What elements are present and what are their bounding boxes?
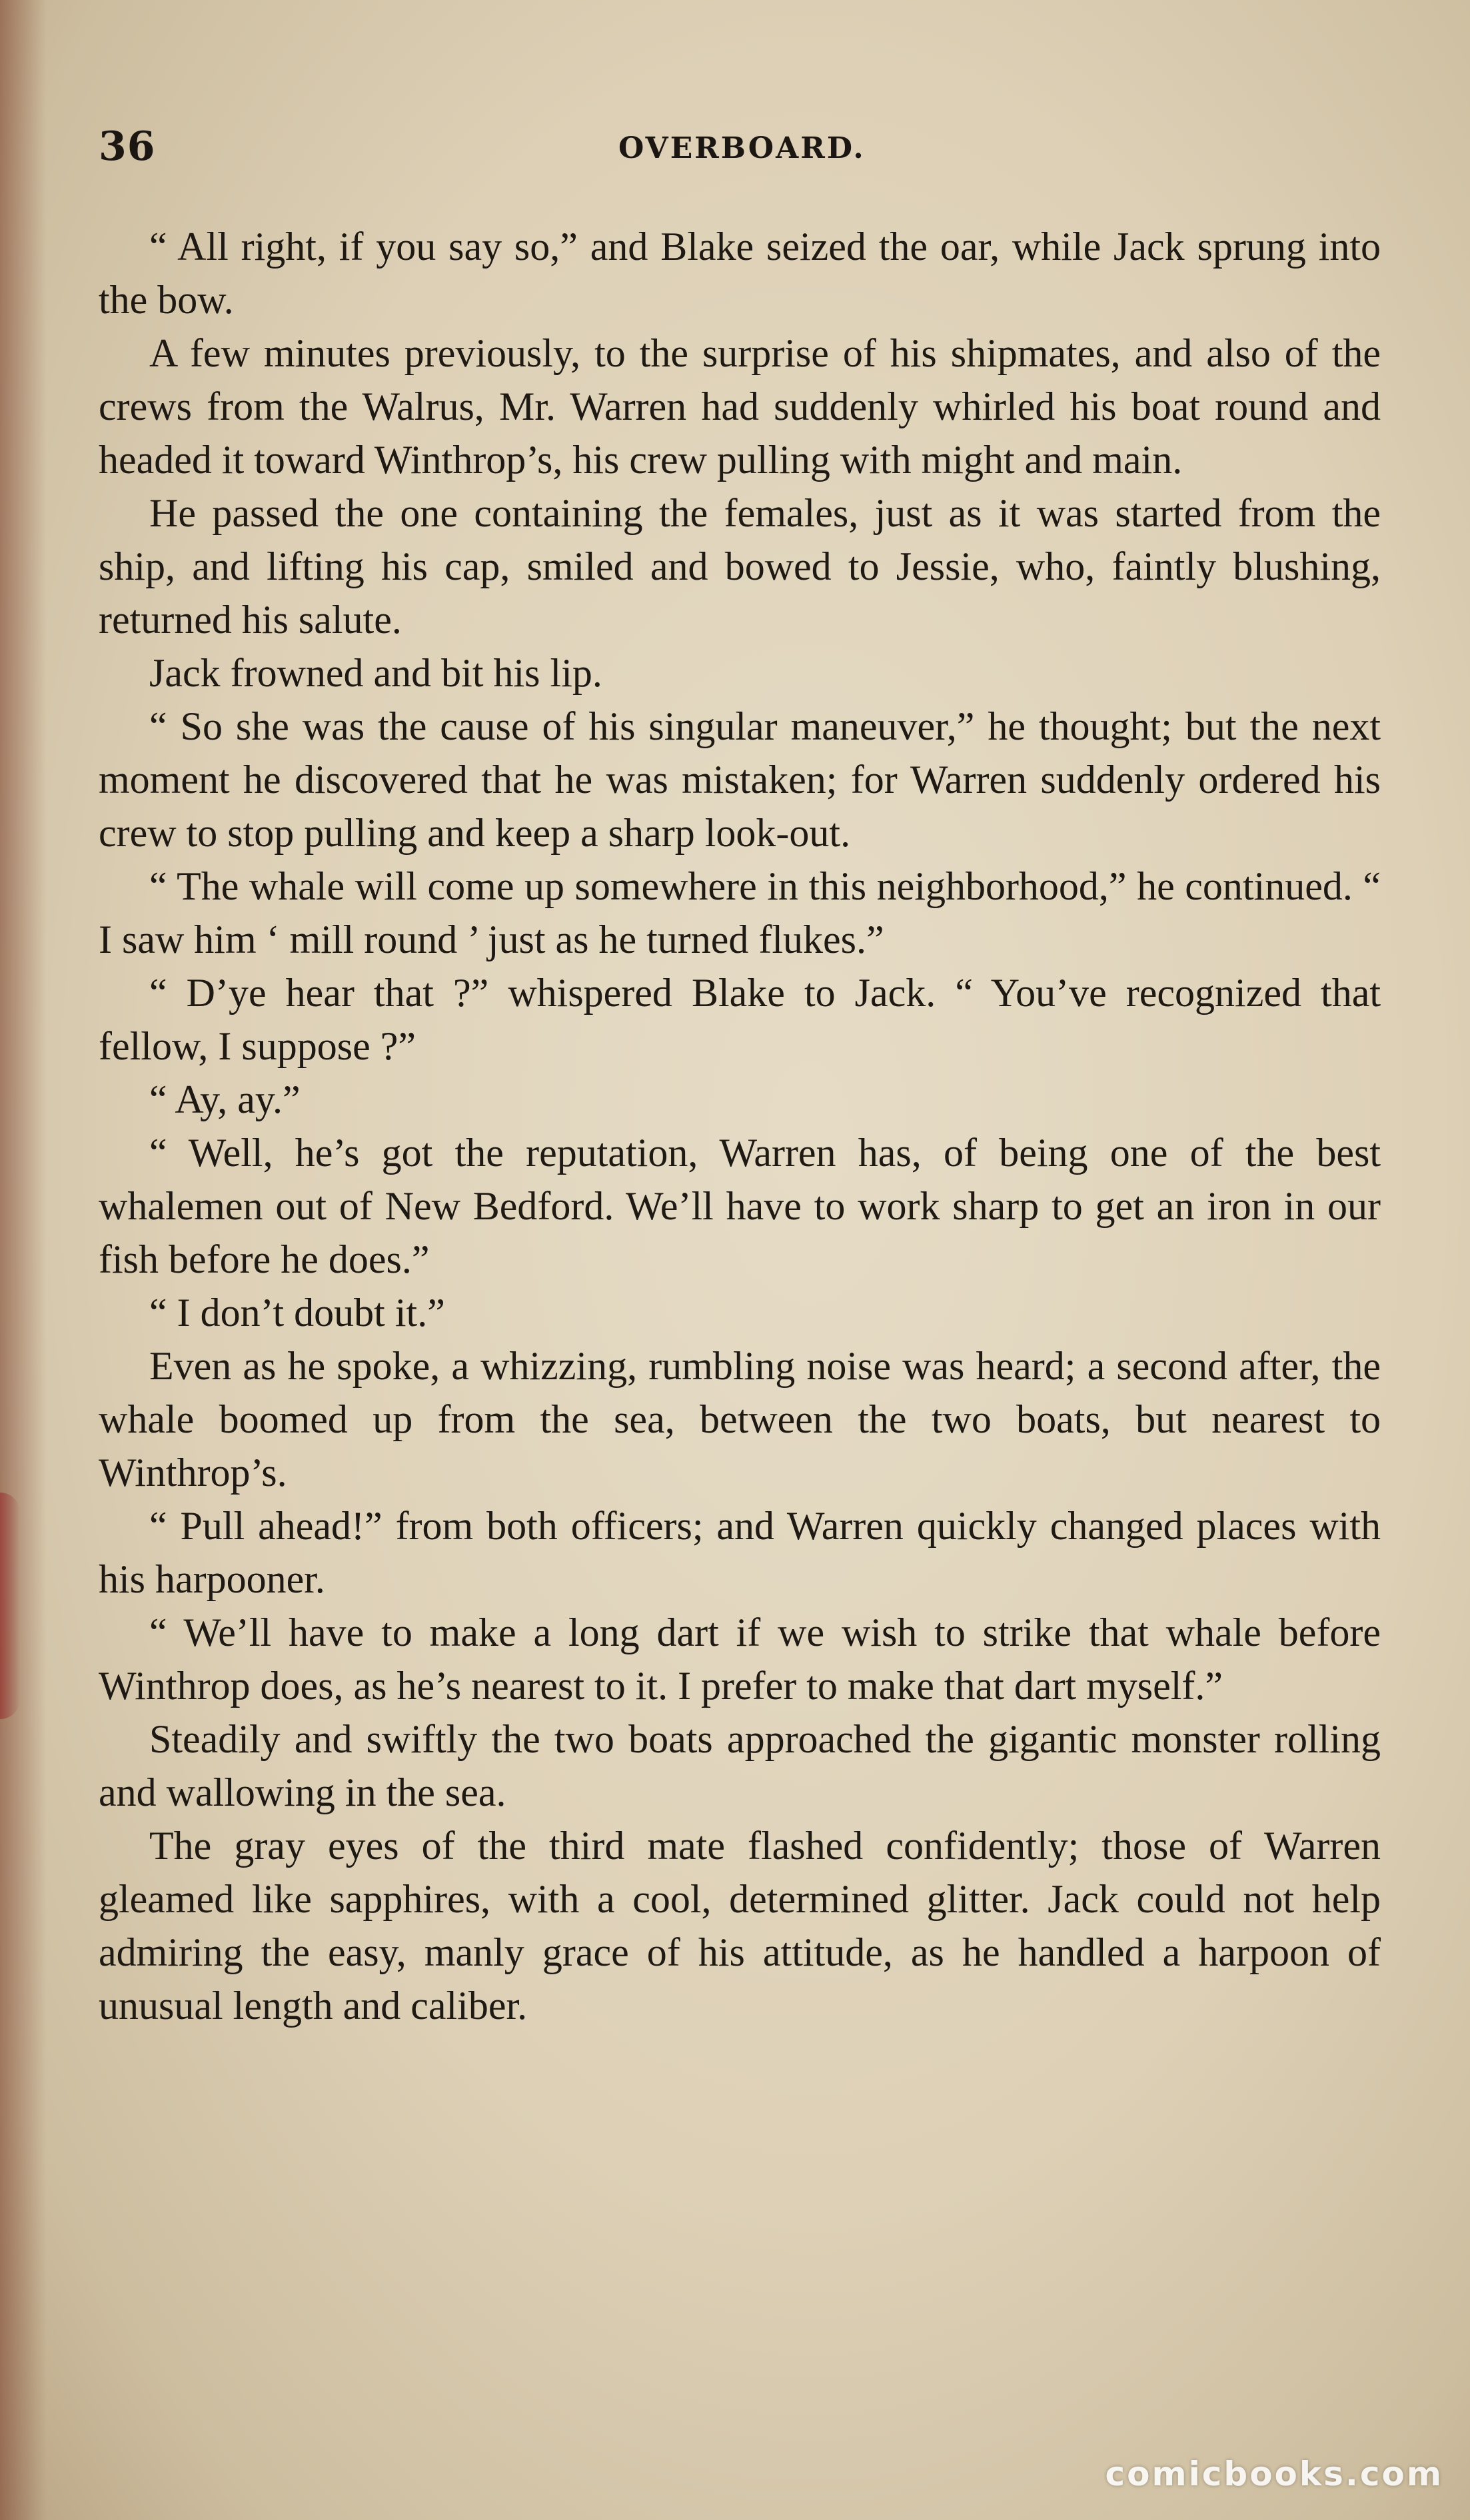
paragraph: “ All right, if you say so,” and Blake seized the oar, while Jack sprung into the bow. [99,225,1381,322]
paragraph: “ D’ye hear that ?” whispered Blake to Jack. “ You’ve recognized that fellow, I suppose ?” [99,971,1381,1068]
paragraph: Jack frowned and bit his lip. [149,651,602,695]
paragraph: Steadily and swiftly the two boats approached the gigantic monster rolling and wallowing in the sea. [99,1717,1381,1814]
paragraph: Even as he spoke, a whizzing, rumbling noise was heard; a second after, the whale boomed up from the sea, between the two boats, but nearest to Winthrop’s. [99,1344,1381,1495]
paragraph: He passed the one containing the females, just as it was started from the ship, and lifting his cap, smiled and bowed to Jessie, who, faintly blushing, returned his salute. [99,491,1381,642]
spine-shadow [0,0,47,2520]
paragraph: “ The whale will come up somewhere in this neighborhood,” he continued. “ I saw him ‘ mill round ’ just as he turned flukes.” [99,864,1381,961]
page-number: 36 [99,123,156,170]
paragraph: A few minutes previously, to the surprise of his shipmates, and also of the crews from the Walrus, Mr. Warren had suddenly whirled his boat round and headed it toward Winthrop’s, his crew pulling with might and main. [99,331,1381,482]
paragraph: The gray eyes of the third mate flashed confidently; those of Warren gleamed like sapphires, with a cool, determined glitter. Jack could not help admiring the easy, manly grace of his attitude, as he handled a harpoon of unusual length and caliber. [99,1824,1381,2028]
paragraph: “ Ay, ay.” [149,1077,301,1121]
watermark: comicbooks.com [1105,2455,1443,2493]
paragraph: “ We’ll have to make a long dart if we wish to strike that whale before Winthrop does, as he’s nearest to it. I prefer to make that dart myself.” [99,1610,1381,1708]
body-text [99,220,1381,2032]
running-title: OVERBOARD. [618,131,866,165]
paragraph: “ So she was the cause of his singular maneuver,” he thought; but the next moment he discovered that he was mistaken; for Warren suddenly ordered his crew to stop pulling and keep a sharp look-out. [99,704,1381,855]
paragraph: “ I don’t doubt it.” [149,1291,445,1335]
paragraph: “ Pull ahead!” from both officers; and Warren quickly changed places with his harpooner. [99,1504,1381,1601]
paragraph: “ Well, he’s got the reputation, Warren has, of being one of the best whalemen out of New Bedford. We’ll have to work sharp to get an iron in our fish before he does.” [99,1131,1381,1281]
spine-stain [0,1493,20,1719]
running-head [99,123,1377,177]
